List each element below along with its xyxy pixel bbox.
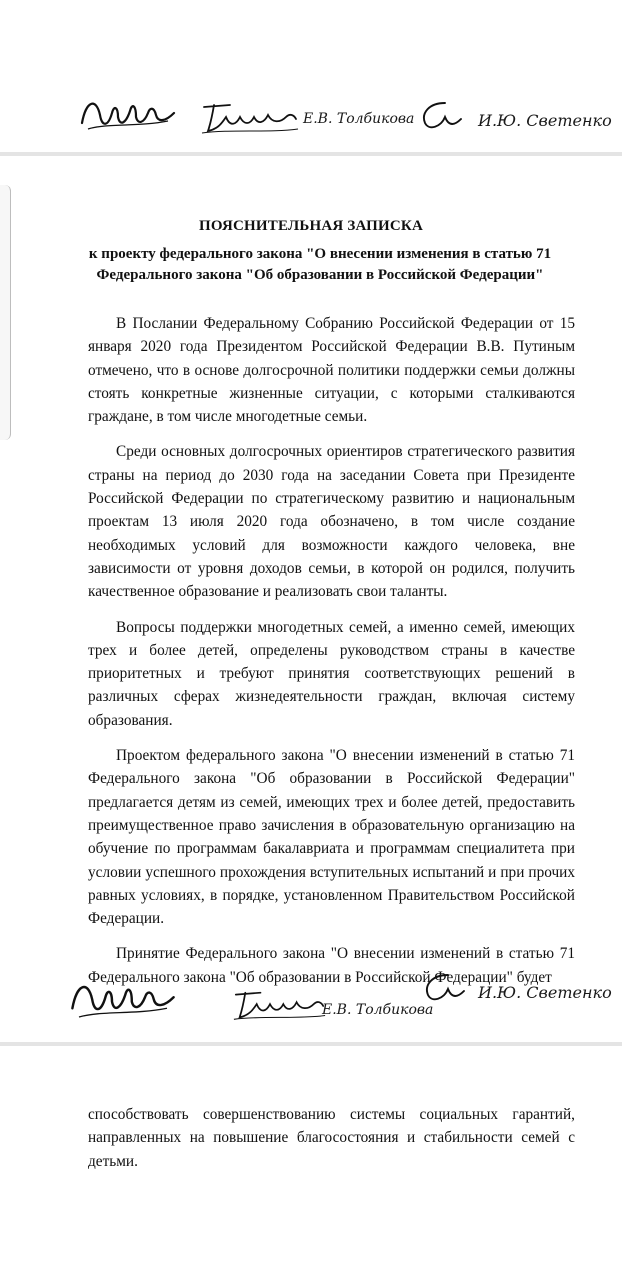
signature-4-text: И.Ю. Светенко: [478, 111, 612, 130]
paragraph: Проектом федерального закона "О внесении изменений в статью 71 Федерального закона "Об образовании в Российской Федерации" предлагается детям из семей, имеющих трех и более детей, предоставить преимущественное право зачисления в образовательную организацию на обучение по программам бакалавриата и программам специалитета при условии успешного прохождения вступительных испытаний и при прочих равных условиях, в порядке, установленном Правительством Российской Федерации.: [88, 747, 575, 928]
document-subtitle: к проекту федерального закона "О внесении изменения в статью 71 Федерального закона "Об образовании в Российской Федерации": [88, 246, 552, 283]
paragraph: Среди основных долгосрочных ориентиров стратегического развития страны на период до 2030 года на заседании Совета при Президенте Российской Федерации по стратегическому развитию и национальным проектам 13 июля 2020 года обозначено, в том числе создание необходимых условий для возможности каждого человека, вне зависимости от уровня доходов семьи, в которой он родился, получить качественное образование и реализовать свои таланты.: [88, 443, 575, 601]
paragraph: Принятие Федерального закона "О внесении изменений в статью 71 Федерального закона "Об образовании в Российской Федерации" будет: [88, 945, 575, 986]
document-continuation: [88, 1103, 575, 1173]
signature-2-image: [232, 987, 327, 1025]
signature-2-image: [200, 99, 300, 139]
signature-4-text: И.Ю. Светенко: [478, 983, 612, 1002]
page-separator-top: [0, 152, 622, 156]
document-title: ПОЯСНИТЕЛЬНАЯ ЗАПИСКА: [198, 218, 424, 234]
signature-3-text: Е.В. Толбикова: [303, 111, 415, 127]
paragraph: способствовать совершенствованию системы социальных гарантий, направленных на повышение благосостояния и стабильности семей с детьми.: [88, 1106, 575, 1170]
document-body: [88, 312, 575, 1001]
signature-1-image: [68, 975, 178, 1025]
signature-3-image: [415, 97, 465, 137]
signature-3-image: [418, 969, 468, 1009]
signature-3-text: Е.В. Толбикова: [322, 1002, 434, 1018]
signature-1-image: [78, 93, 178, 138]
paragraph: В Послании Федеральному Собранию Российской Федерации от 15 января 2020 года Президентом Российской Федерации В.В. Путиным отмечено, что в основе долгосрочной политики поддержки семьи должны стоять конкретные жизненные ситуации, с которыми сталкиваются граждане, в том числе многодетные семьи.: [88, 315, 575, 426]
signature-row-bottom: [0, 965, 622, 1040]
paragraph: Вопросы поддержки многодетных семей, а именно семей, имеющих трех и более детей, определены руководством страны в качестве приоритетных и требуют принятия соответствующих решений в различных сферах жизнедеятельности граждан, включая систему образования.: [88, 618, 575, 729]
signature-row-top: [0, 85, 622, 155]
page-separator-bottom: [0, 1042, 622, 1046]
